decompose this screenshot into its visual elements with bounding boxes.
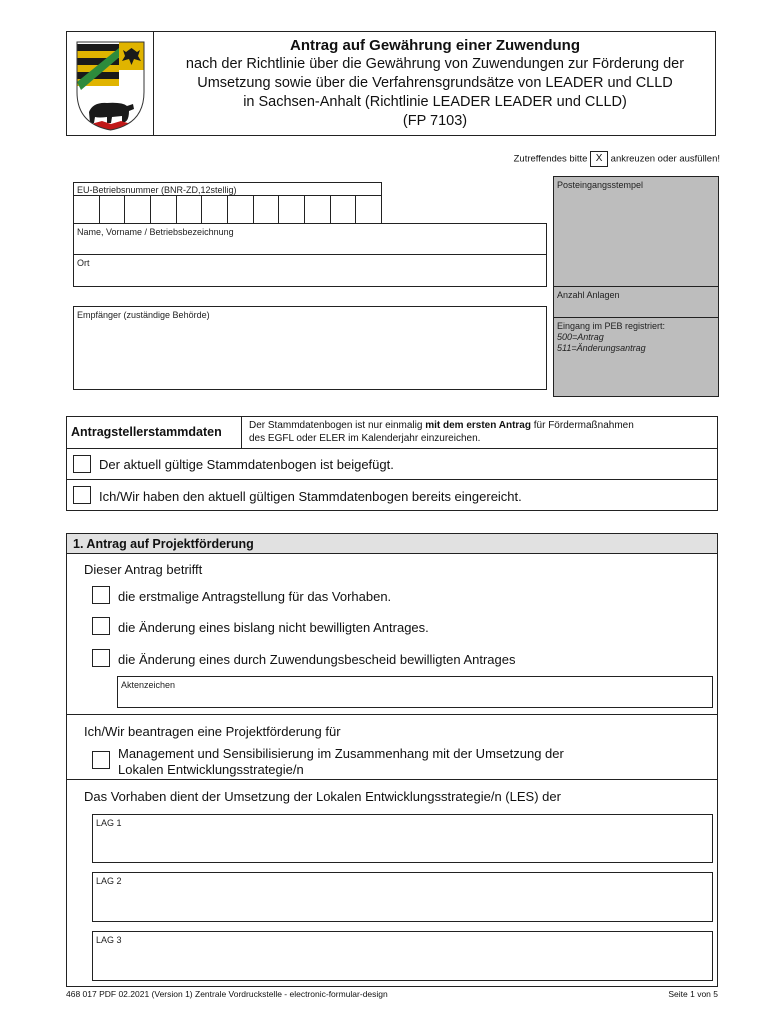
lag2-label: LAG 2	[96, 876, 122, 886]
form-subtitle-line-3: in Sachsen-Anhalt (Richtlinie LEADER LEADER und CLLD)	[243, 94, 627, 110]
management-label: Management und Sensibilisierung im Zusammenhang mit der Umsetzung der Lokalen Entwicklungsstrategie/n	[118, 746, 564, 777]
header-box	[66, 31, 716, 136]
file-reference-field[interactable]	[117, 676, 713, 708]
change-approved-label: die Änderung eines durch Zuwendungsbescheid bewilligten Antrages	[118, 652, 516, 667]
change-approved-checkbox[interactable]	[92, 649, 110, 667]
change-pending-checkbox[interactable]	[92, 617, 110, 635]
form-subtitle-line-1: nach der Richtlinie über die Gewährung von Zuwendungen zur Förderung der	[185, 56, 685, 72]
peb-code-1: 500=Antrag	[557, 332, 604, 342]
stamp-label: Posteingangsstempel	[557, 180, 644, 190]
footer-page-number: Seite 1 von 5	[668, 989, 718, 999]
instruction-before: Zutreffendes bitte	[513, 153, 588, 165]
file-reference-label: Aktenzeichen	[121, 680, 176, 690]
section1-title: 1. Antrag auf Projektförderung	[67, 534, 717, 554]
footer-left: 468 017 PDF 02.2021 (Version 1) Zentrale Vordruckstelle - electronic-formular-design	[66, 989, 388, 999]
lag1-label: LAG 1	[96, 818, 122, 828]
instruction-line	[400, 151, 720, 167]
coat-of-arms-icon	[67, 32, 154, 135]
first-application-checkbox[interactable]	[92, 586, 110, 604]
stammdaten-submitted-checkbox[interactable]	[73, 486, 91, 504]
management-checkbox[interactable]	[92, 751, 110, 769]
les-label: Das Vorhaben dient der Umsetzung der Lokalen Entwicklungsstrategie/n (LES) der	[84, 789, 561, 804]
attachments-label: Anzahl Anlagen	[557, 290, 620, 300]
stammdaten-enclosed-checkbox[interactable]	[73, 455, 91, 473]
form-number: (FP 7103)	[402, 113, 468, 129]
office-use-box	[553, 176, 719, 397]
form-subtitle-line-2: Umsetzung sowie über die Verfahrensgrundsätze von LEADER und CLLD	[197, 75, 673, 91]
stammdaten-enclosed-label: Der aktuell gültige Stammdatenbogen ist beigefügt.	[99, 457, 394, 472]
peb-label: Eingang im PEB registriert:	[557, 321, 666, 331]
stammdaten-title: Antragstellerstammdaten	[67, 417, 242, 448]
ort-field[interactable]	[73, 254, 547, 287]
peb-code-2: 511=Änderungsantrag	[557, 343, 646, 353]
ort-label: Ort	[77, 258, 90, 268]
name-label: Name, Vorname / Betriebsbezeichnung	[77, 227, 234, 237]
form-title: Antrag auf Gewährung einer Zuwendung	[289, 37, 580, 54]
section1-box	[66, 533, 718, 987]
recipient-field[interactable]	[73, 306, 547, 390]
coat-of-arms-cell	[67, 32, 154, 135]
apply-for-label: Ich/Wir beantragen eine Projektförderung für	[84, 724, 341, 739]
stammdaten-submitted-label: Ich/Wir haben den aktuell gültigen Stammdatenbogen bereits eingereicht.	[99, 489, 522, 504]
eu-number-label: EU-Betriebsnummer (BNR-ZD,12stellig)	[73, 182, 382, 196]
lag1-field[interactable]	[92, 814, 713, 863]
lag2-field[interactable]	[92, 872, 713, 922]
change-pending-label: die Änderung eines bislang nicht bewilligten Antrages.	[118, 620, 429, 635]
name-field[interactable]	[73, 223, 547, 255]
recipient-label: Empfänger (zuständige Behörde)	[77, 310, 210, 320]
header-text	[155, 36, 715, 131]
instruction-after: ankreuzen oder ausfüllen!	[610, 153, 720, 165]
lag3-field[interactable]	[92, 931, 713, 981]
request-concerns-label: Dieser Antrag betrifft	[84, 562, 203, 577]
stammdaten-header	[66, 416, 718, 449]
eu-number-field[interactable]	[73, 195, 382, 224]
stammdaten-note: Der Stammdatenbogen ist nur einmalig mit dem ersten Antrag für Fördermaßnahmen des EGFL oder ELER im Kalenderjahr einzureichen.	[249, 420, 634, 444]
stammdaten-option-2-row	[66, 479, 718, 511]
stammdaten-option-1-row	[66, 448, 718, 480]
lag3-label: LAG 3	[96, 935, 122, 945]
instruction-mark-box: X	[590, 151, 608, 167]
first-application-label: die erstmalige Antragstellung für das Vorhaben.	[118, 589, 392, 604]
